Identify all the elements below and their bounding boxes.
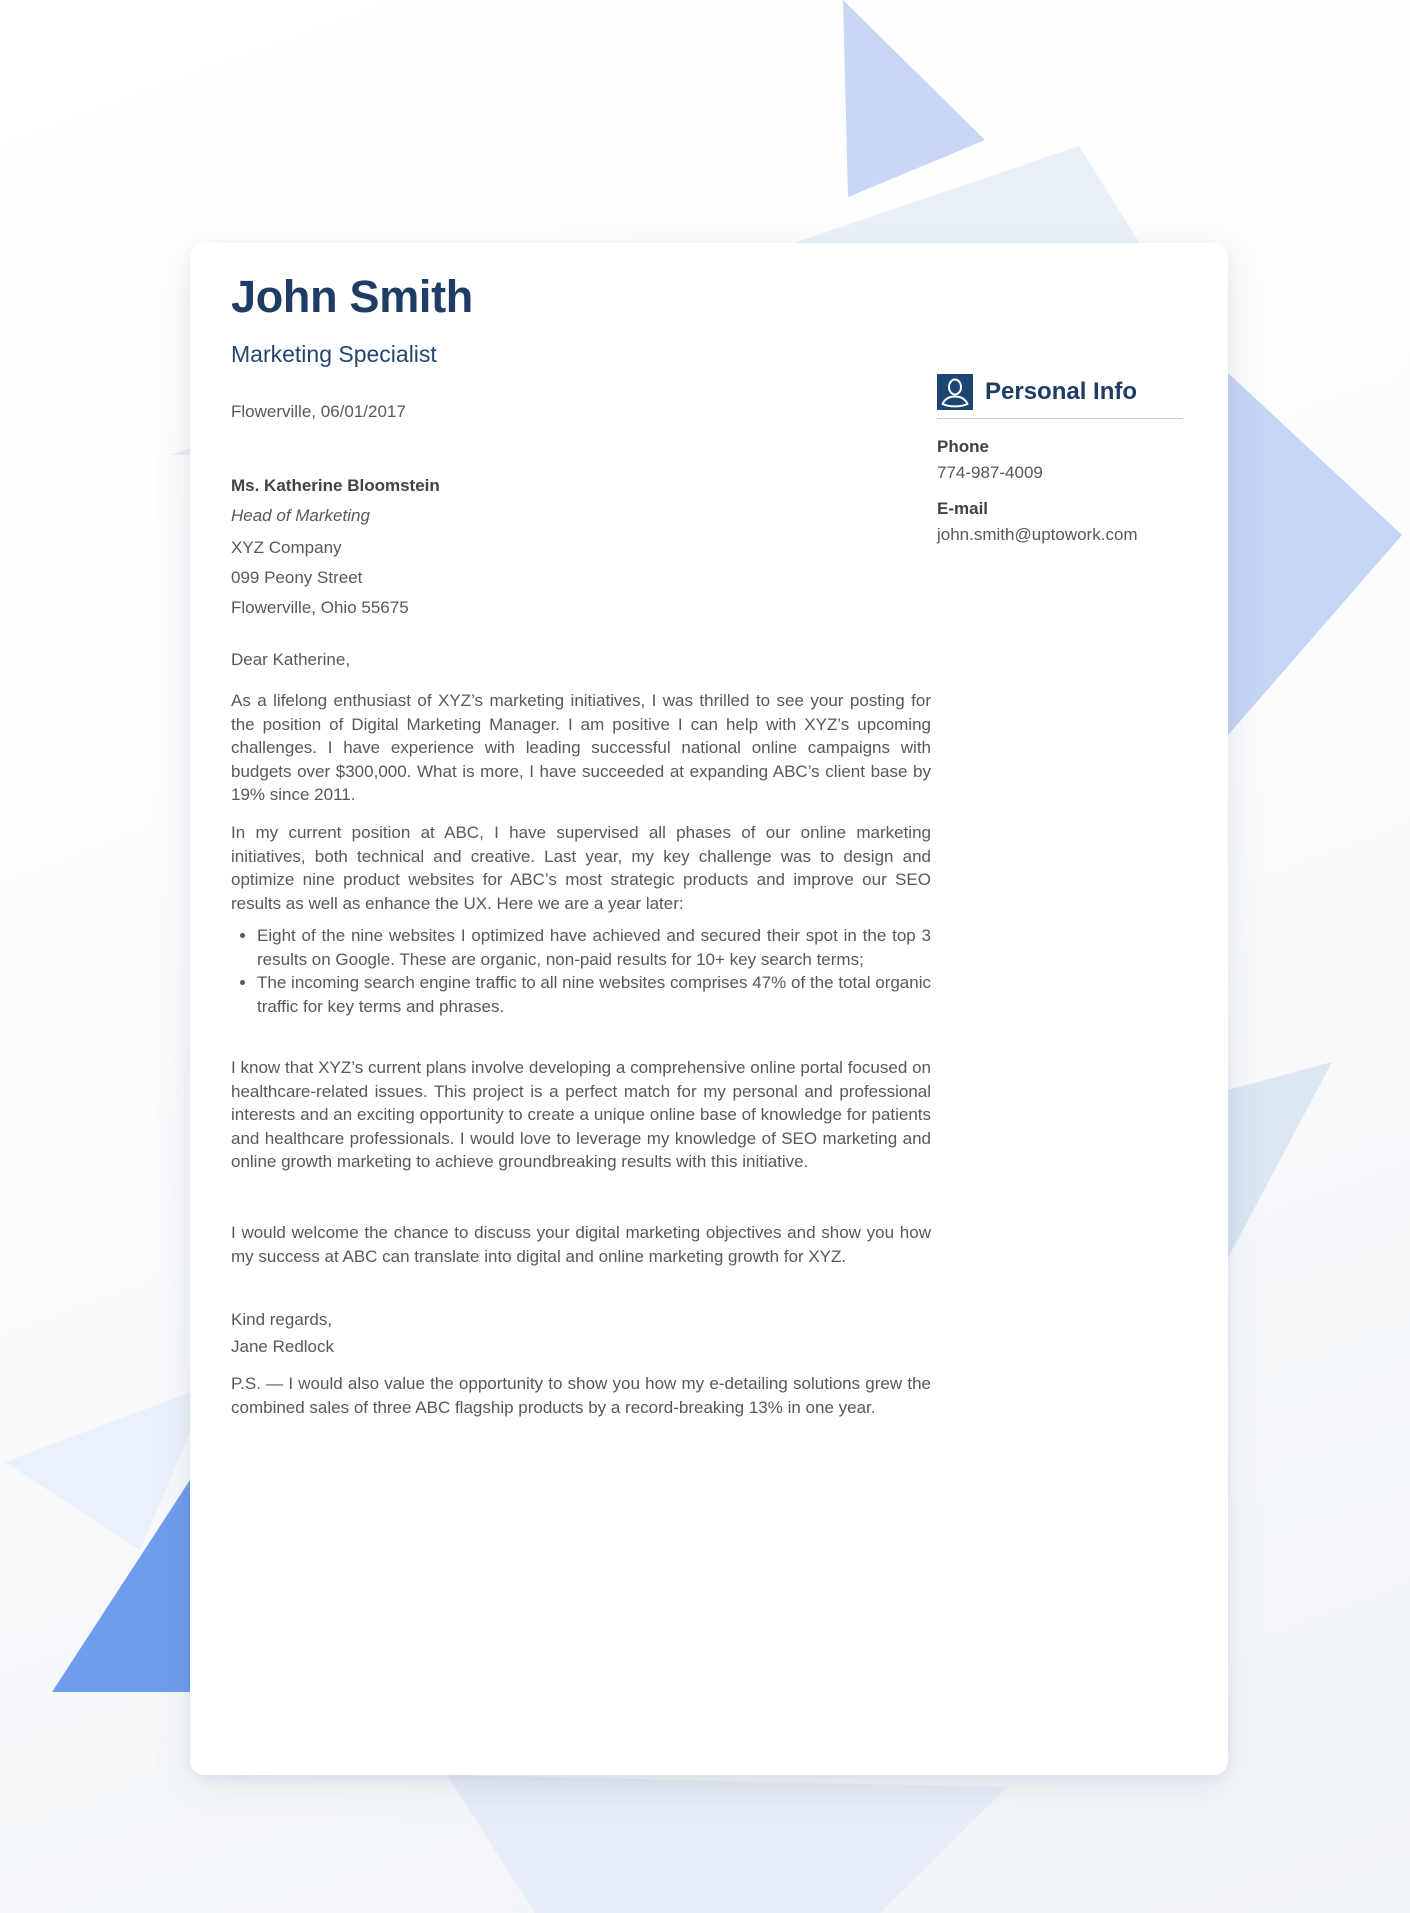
recipient-title: Head of Marketing bbox=[231, 506, 370, 525]
email-value: john.smith@uptowork.com bbox=[937, 525, 1138, 544]
personal-info-title: Personal Info bbox=[985, 378, 1138, 405]
personal-info-section bbox=[937, 374, 1183, 546]
cover-letter-page bbox=[190, 243, 1228, 1775]
divider bbox=[937, 418, 1183, 419]
triangle-right-sliver bbox=[1228, 1062, 1332, 1258]
triangle-right-periwinkle bbox=[1228, 373, 1402, 735]
triangle-top-sliver bbox=[843, 0, 985, 197]
company-address bbox=[231, 533, 931, 623]
phone-value: 774-987-4009 bbox=[937, 463, 1043, 482]
list-item: • Eight of the nine websites I optimized have achieved and secured their spot in the top 3 results on Google. These are organic, non-paid results for 10+ key search terms; bbox=[257, 924, 931, 971]
person-icon bbox=[937, 374, 973, 410]
signature-block bbox=[231, 1306, 931, 1360]
paragraph-experience: In my current position at ABC, I have supervised all phases of our online marketing initiatives, both technical and creative. Last year, my key challenge was to design and optimize nine product websites for ABC’s most strategic products and improve our SEO results as well as enhance the UX. Here we are a year later: bbox=[231, 823, 931, 913]
triangle-bottom-pale bbox=[447, 1775, 1007, 1913]
personal-info-header bbox=[937, 374, 1183, 410]
company-city: Flowerville, Ohio 55675 bbox=[231, 598, 409, 617]
signer-name: Jane Redlock bbox=[231, 1337, 335, 1356]
paragraph-plans: I know that XYZ’s current plans involve developing a comprehensive online portal focused on healthcare-related issues. This project is a perfect match for my personal and professional interests and an exciting opportunity to create a unique online base of knowledge for patients and healthcare professionals. I would love to leverage my knowledge of SEO marketing and online growth marketing to achieve groundbreaking results with this initiative. bbox=[231, 1058, 931, 1171]
paragraph-intro: As a lifelong enthusiast of XYZ’s marketing initiatives, I was thrilled to see your posting for the position of Digital Marketing Manager. I am positive I can help with XYZ’s upcoming challenges. I have experience with leading successful national online campaigns with budgets over $300,000. What is more, I have succeeded at expanding ABC’s client base by 19% since 2011. bbox=[231, 691, 931, 804]
phone-label: Phone bbox=[937, 437, 989, 456]
job-title: Marketing Specialist bbox=[231, 341, 437, 367]
postscript: P.S. — I would also value the opportunity to show you how my e-detailing solutions grew the combined sales of three ABC flagship products by a record-breaking 13% in one year. bbox=[231, 1374, 931, 1417]
paragraph-invite: I would welcome the chance to discuss your digital marketing objectives and show you how my success at ABC can translate into digital and online marketing growth for XYZ. bbox=[231, 1223, 931, 1266]
list-item: • The incoming search engine traffic to all nine websites comprises 47% of the total organic traffic for key terms and phrases. bbox=[257, 971, 931, 1018]
date-line: Flowerville, 06/01/2017 bbox=[231, 402, 406, 421]
page-title: John Smith bbox=[231, 271, 473, 322]
recipient-name: Ms. Katherine Bloomstein bbox=[231, 476, 440, 495]
email-label: E-mail bbox=[937, 499, 989, 518]
achievement-list bbox=[231, 924, 931, 1018]
company-street: 099 Peony Street bbox=[231, 568, 363, 587]
salutation: Dear Katherine, bbox=[231, 650, 351, 669]
closing-phrase: Kind regards, bbox=[231, 1310, 333, 1329]
company-name: XYZ Company bbox=[231, 538, 342, 557]
